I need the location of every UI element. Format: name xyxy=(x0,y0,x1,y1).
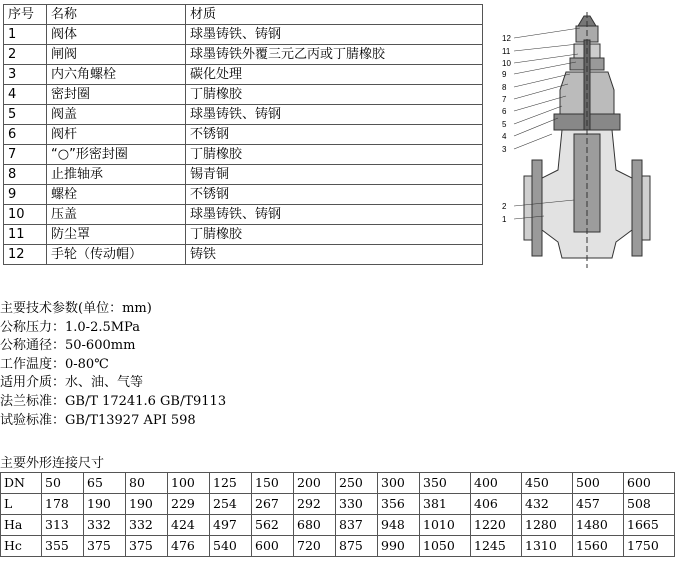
dims-table xyxy=(0,472,675,557)
parts-cell: 球墨铸铁、铸钢 xyxy=(186,105,483,125)
dims-cell: 540 xyxy=(210,536,252,557)
dims-cell: 65 xyxy=(84,473,126,494)
parts-cell: 锡青铜 xyxy=(186,165,483,185)
dims-cell: 300 xyxy=(378,473,420,494)
parts-cell: 丁腈橡胶 xyxy=(186,225,483,245)
dims-cell: 497 xyxy=(210,515,252,536)
dims-cell: 375 xyxy=(126,536,168,557)
parts-table xyxy=(3,4,483,265)
callout-leader xyxy=(514,134,552,149)
dims-cell: 1310 xyxy=(522,536,573,557)
parts-row xyxy=(4,165,483,185)
param-line: 公称压力：1.0-2.5MPa xyxy=(0,319,140,335)
parts-cell: 铸铁 xyxy=(186,245,483,265)
param-line: 主要技术参数(单位：mm) xyxy=(0,301,152,316)
dims-cell: L xyxy=(1,494,42,515)
callout-label: 8 xyxy=(502,83,507,92)
parts-cell: 1 xyxy=(4,25,47,45)
parts-cell: 内六角螺栓 xyxy=(47,65,186,85)
dims-cell: 229 xyxy=(168,494,210,515)
parts-cell: 6 xyxy=(4,125,47,145)
parts-row xyxy=(4,185,483,205)
callout-leader xyxy=(514,28,580,38)
dims-cell: 837 xyxy=(336,515,378,536)
dims-cell: Hc xyxy=(1,536,42,557)
dims-cell: 200 xyxy=(294,473,336,494)
parts-row xyxy=(4,85,483,105)
parts-cell: 不锈钢 xyxy=(186,185,483,205)
dims-cell: 1560 xyxy=(573,536,624,557)
dims-cell: 267 xyxy=(252,494,294,515)
callout-label: 10 xyxy=(502,59,511,68)
parts-cell: 球墨铸铁外覆三元乙丙或丁腈橡胶 xyxy=(186,45,483,65)
parts-cell: 5 xyxy=(4,105,47,125)
dims-cell: 313 xyxy=(42,515,84,536)
dims-cell: 990 xyxy=(378,536,420,557)
dims-cell: 190 xyxy=(126,494,168,515)
dims-cell: 450 xyxy=(522,473,573,494)
dims-cell: 1010 xyxy=(420,515,471,536)
dims-cell: 332 xyxy=(126,515,168,536)
parts-cell: 11 xyxy=(4,225,47,245)
parts-cell: 7 xyxy=(4,145,47,165)
dims-cell: 356 xyxy=(378,494,420,515)
dims-cell: 178 xyxy=(42,494,84,515)
callout-leader xyxy=(514,54,578,63)
dims-cell: 1280 xyxy=(522,515,573,536)
parts-cell: 球墨铸铁、铸钢 xyxy=(186,25,483,45)
dims-cell: 381 xyxy=(420,494,471,515)
parts-cell: 防尘罩 xyxy=(47,225,186,245)
dims-cell: 250 xyxy=(336,473,378,494)
parts-row xyxy=(4,245,483,265)
dims-cell: 292 xyxy=(294,494,336,515)
parts-cell: 不锈钢 xyxy=(186,125,483,145)
dims-cell: Ha xyxy=(1,515,42,536)
dims-cell: 720 xyxy=(294,536,336,557)
callout-leader xyxy=(514,44,578,51)
dims-cell: 355 xyxy=(42,536,84,557)
dims-title: 主要外形连接尺寸 xyxy=(0,456,105,471)
dims-cell: 330 xyxy=(336,494,378,515)
dims-cell: 562 xyxy=(252,515,294,536)
parts-row xyxy=(4,205,483,225)
parts-cell: 12 xyxy=(4,245,47,265)
parts-row xyxy=(4,25,483,45)
dims-cell: 1245 xyxy=(471,536,522,557)
callout-label: 7 xyxy=(502,95,507,104)
param-line: 适用介质：水、油、气等 xyxy=(0,375,144,391)
parts-row xyxy=(4,45,483,65)
parts-cell: 阀体 xyxy=(47,25,186,45)
parts-header-cell: 序号 xyxy=(4,5,47,25)
callout-label: 5 xyxy=(502,120,507,129)
dims-cell: 600 xyxy=(624,473,675,494)
parts-cell: 碳化处理 xyxy=(186,65,483,85)
parts-cell: 2 xyxy=(4,45,47,65)
callout-label: 2 xyxy=(502,202,507,211)
callout-label: 3 xyxy=(502,145,507,154)
dims-cell: 948 xyxy=(378,515,420,536)
dims-cell: 254 xyxy=(210,494,252,515)
callout-label: 9 xyxy=(502,70,507,79)
right-flange-shape xyxy=(632,160,642,256)
dims-row xyxy=(1,473,675,494)
dims-cell: 350 xyxy=(420,473,471,494)
left-flange-shape xyxy=(532,160,542,256)
parts-cell: 8 xyxy=(4,165,47,185)
parts-row xyxy=(4,145,483,165)
callout-label: 12 xyxy=(502,34,511,43)
callout-label: 11 xyxy=(502,47,511,56)
parts-cell: 螺栓 xyxy=(47,185,186,205)
dims-row xyxy=(1,536,675,557)
parts-cell: 压盖 xyxy=(47,205,186,225)
parts-cell: 丁腈橡胶 xyxy=(186,85,483,105)
parts-cell: 止推轴承 xyxy=(47,165,186,185)
dims-cell: 1750 xyxy=(624,536,675,557)
parts-cell: 阀盖 xyxy=(47,105,186,125)
technical-params xyxy=(0,300,226,430)
callout-label: 6 xyxy=(502,107,507,116)
parts-cell: 4 xyxy=(4,85,47,105)
parts-cell: 3 xyxy=(4,65,47,85)
callout-leader xyxy=(514,118,558,136)
param-line: 工作温度：0-80℃ xyxy=(0,356,109,372)
dims-cell: 150 xyxy=(252,473,294,494)
dims-cell: DN xyxy=(1,473,42,494)
dims-cell: 80 xyxy=(126,473,168,494)
dims-cell: 1480 xyxy=(573,515,624,536)
dims-row xyxy=(1,494,675,515)
parts-header-cell: 名称 xyxy=(47,5,186,25)
parts-cell: 10 xyxy=(4,205,47,225)
dims-cell: 424 xyxy=(168,515,210,536)
dims-cell: 508 xyxy=(624,494,675,515)
dims-cell: 500 xyxy=(573,473,624,494)
parts-cell: 密封圈 xyxy=(47,85,186,105)
dims-cell: 125 xyxy=(210,473,252,494)
parts-cell: 丁腈橡胶 xyxy=(186,145,483,165)
dims-cell: 1220 xyxy=(471,515,522,536)
gate-valve-drawing xyxy=(496,10,684,272)
parts-row xyxy=(4,105,483,125)
parts-cell: 闸阀 xyxy=(47,45,186,65)
dims-cell: 875 xyxy=(336,536,378,557)
dims-cell: 457 xyxy=(573,494,624,515)
param-line: 法兰标准：GB/T 17241.6 GB/T9113 xyxy=(0,393,227,409)
dims-row xyxy=(1,515,675,536)
dims-cell: 400 xyxy=(471,473,522,494)
param-line: 试验标准：GB/T13927 API 598 xyxy=(0,412,196,428)
parts-row xyxy=(4,65,483,85)
param-line: 公称通径：50-600mm xyxy=(0,338,136,354)
dims-cell: 476 xyxy=(168,536,210,557)
dims-cell: 375 xyxy=(84,536,126,557)
parts-row xyxy=(4,125,483,145)
callout-leader xyxy=(514,96,566,111)
dims-cell: 680 xyxy=(294,515,336,536)
parts-cell: 手轮（传动帽） xyxy=(47,245,186,265)
dims-cell: 600 xyxy=(252,536,294,557)
callout-label: 4 xyxy=(502,132,507,141)
parts-cell: “○”形密封圈 xyxy=(47,145,186,165)
parts-header-cell: 材质 xyxy=(186,5,483,25)
parts-row xyxy=(4,225,483,245)
dims-cell: 100 xyxy=(168,473,210,494)
dims-cell: 50 xyxy=(42,473,84,494)
parts-header-row xyxy=(4,5,483,25)
dims-cell: 332 xyxy=(84,515,126,536)
dims-cell: 1665 xyxy=(624,515,675,536)
parts-cell: 9 xyxy=(4,185,47,205)
dims-cell: 406 xyxy=(471,494,522,515)
dims-cell: 432 xyxy=(522,494,573,515)
parts-cell: 球墨铸铁、铸钢 xyxy=(186,205,483,225)
dims-cell: 190 xyxy=(84,494,126,515)
callout-label: 1 xyxy=(502,215,507,224)
dims-cell: 1050 xyxy=(420,536,471,557)
parts-cell: 阀杆 xyxy=(47,125,186,145)
